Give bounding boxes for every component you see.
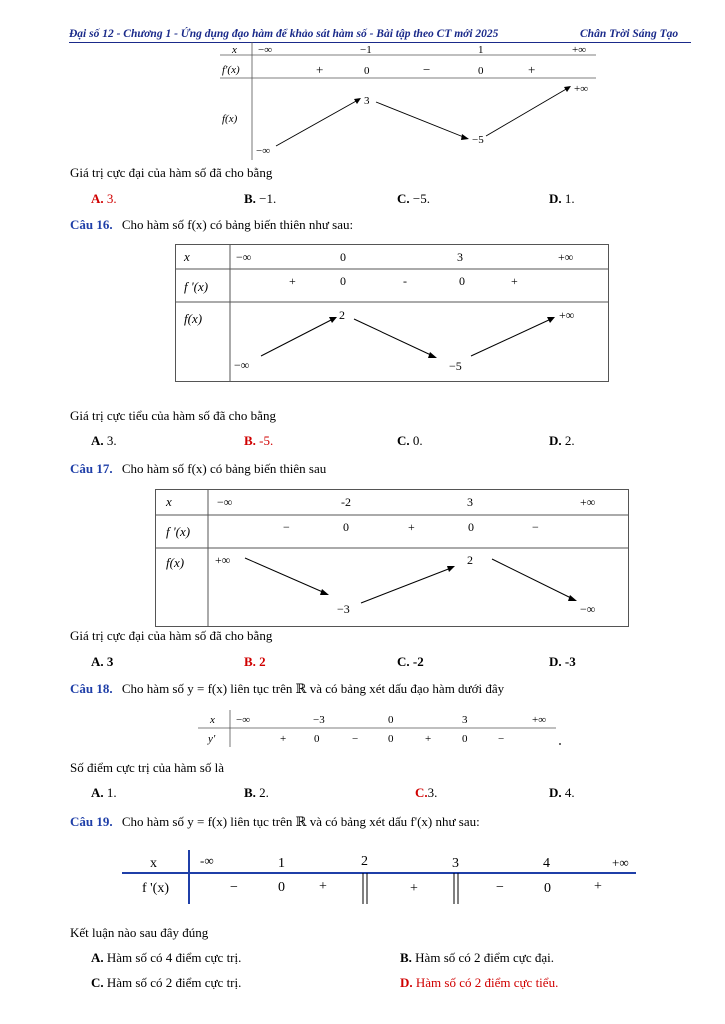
- answer-text: 2.: [564, 433, 575, 448]
- q19-x-val: +∞: [612, 855, 629, 870]
- answer-letter: D.: [549, 654, 562, 669]
- q16-answer-a[interactable]: [91, 433, 117, 449]
- q15-arrow: [276, 100, 358, 146]
- answer-text: Hàm số có 4 điểm cực trị.: [106, 950, 242, 965]
- q15-answer-c[interactable]: [397, 191, 430, 207]
- q19-stem: [70, 814, 480, 830]
- q16-f-val: −∞: [234, 358, 250, 372]
- q17-arrow: [245, 558, 325, 593]
- q17-x-val: -2: [341, 495, 351, 509]
- answer-letter: D.: [549, 191, 562, 206]
- q17-answer-d[interactable]: [549, 654, 576, 670]
- q15-sign: 0: [364, 65, 370, 77]
- q17-sign: 0: [343, 520, 349, 534]
- answer-letter: A.: [91, 433, 104, 448]
- q15-f-label: f(x): [222, 113, 238, 125]
- q19-x-val: 3: [452, 856, 459, 871]
- q19-x-val: 2: [361, 854, 368, 869]
- q16-answer-d[interactable]: [549, 433, 575, 449]
- q18-answer-b[interactable]: [244, 785, 269, 801]
- answer-letter: C.: [397, 433, 410, 448]
- q17-sign: +: [408, 520, 415, 534]
- q19-sign: 0: [544, 881, 551, 896]
- q16-x-label: x: [184, 249, 190, 264]
- question-text: Cho hàm số f(x) có bảng biến thiên như sau:: [121, 217, 354, 232]
- answer-text: Hàm số có 2 điểm cực tiểu.: [415, 975, 559, 990]
- q17-answer-b[interactable]: [244, 654, 266, 670]
- q15-sign: −: [423, 62, 431, 77]
- question-label: Câu 18.: [70, 681, 113, 696]
- answer-letter: C.: [397, 654, 410, 669]
- answer-letter: C.: [415, 785, 428, 800]
- q15-answer-d[interactable]: [549, 191, 575, 207]
- q17-sign: −: [283, 520, 290, 534]
- q16-stem: [70, 217, 353, 233]
- question-text: Cho hàm số f(x) có bảng biến thiên sau: [121, 461, 327, 476]
- q18-y-label: y': [208, 733, 216, 745]
- answer-letter: A.: [91, 191, 104, 206]
- answer-text: 3.: [427, 785, 438, 800]
- q18-answer-c[interactable]: [415, 785, 437, 801]
- answer-letter: B.: [244, 785, 256, 800]
- variation-table-q17: [155, 489, 631, 629]
- q15-x-val: −1: [360, 44, 372, 56]
- q18-x-label: x: [210, 714, 215, 726]
- answer-letter: B.: [244, 433, 256, 448]
- q17-arrow: [361, 568, 451, 603]
- q16-prompt: Giá trị cực tiểu của hàm số đã cho bằng: [70, 408, 276, 423]
- q18-sign: 0: [388, 733, 394, 745]
- q16-arrow: [354, 319, 433, 356]
- answer-letter: C.: [91, 975, 104, 990]
- q16-answer-c[interactable]: [397, 433, 423, 449]
- answer-text: 0.: [412, 433, 423, 448]
- q15-f-val: −∞: [256, 145, 271, 157]
- sign-table-q19: [120, 848, 640, 908]
- q18-sign: +: [425, 733, 432, 745]
- q18-sign: 0: [462, 733, 468, 745]
- q15-f-val: +∞: [574, 83, 589, 95]
- answer-text: −5.: [412, 191, 430, 206]
- q19-sign: +: [594, 879, 602, 894]
- q15-answer-b[interactable]: [244, 191, 276, 207]
- q16-f-val: −5: [449, 359, 462, 373]
- answer-text: 1.: [564, 191, 575, 206]
- q17-x-val: −∞: [217, 495, 233, 509]
- page-header-right: Chân Trời Sáng Tạo: [580, 28, 679, 40]
- q17-x-val: 3: [467, 495, 473, 509]
- q18-x-val: −∞: [236, 714, 251, 726]
- answer-letter: B.: [244, 191, 256, 206]
- answer-text: Hàm số có 2 điểm cực trị.: [106, 975, 242, 990]
- q16-sign: +: [511, 274, 518, 288]
- q19-sign: −: [230, 880, 238, 895]
- q15-answer-a[interactable]: [91, 191, 117, 207]
- q16-arrow: [261, 319, 333, 356]
- q19-sign: +: [319, 879, 327, 894]
- q17-sign: 0: [468, 520, 474, 534]
- q18-answer-d[interactable]: [549, 785, 575, 801]
- question-text: Cho hàm số y = f(x) liên tục trên ℝ và có bảng xét dấu f'(x) như sau:: [121, 814, 480, 829]
- q18-answer-a[interactable]: [91, 785, 117, 801]
- answer-letter: B.: [244, 654, 256, 669]
- q19-prompt: Kết luận nào sau đây đúng: [70, 925, 209, 940]
- q15-f-val: −5: [472, 134, 484, 146]
- q19-answer-c[interactable]: [91, 975, 241, 991]
- answer-letter: A.: [91, 785, 104, 800]
- answer-letter: A.: [91, 950, 104, 965]
- answer-letter: D.: [549, 433, 562, 448]
- q15-x-val: 1: [478, 44, 484, 56]
- q16-sign: 0: [459, 274, 465, 288]
- answer-text: 3.: [106, 191, 117, 206]
- answer-letter: D.: [400, 975, 413, 990]
- answer-text: Hàm số có 2 điểm cực đại.: [415, 950, 554, 965]
- q17-stem: [70, 461, 326, 477]
- q17-f-val: −∞: [580, 602, 596, 616]
- q19-answer-d[interactable]: [400, 975, 558, 991]
- q16-f-val: 2: [339, 308, 345, 322]
- page-header-left: Đại số 12 - Chương 1 - Ứng dụng đạo hàm để khảo sát hàm số - Bài tập theo CT mới 2025: [69, 28, 499, 40]
- answer-text: -2: [412, 654, 424, 669]
- q17-f-val: +∞: [215, 553, 231, 567]
- q19-fp-label: f '(x): [142, 881, 170, 896]
- question-label: Câu 17.: [70, 461, 113, 476]
- q15-f-val: 3: [364, 95, 370, 107]
- q18-x-val: 3: [462, 714, 468, 726]
- q16-fp-label: f '(x): [184, 279, 209, 294]
- q18-prompt: Số điểm cực trị của hàm số là: [70, 760, 224, 775]
- q16-sign: +: [289, 274, 296, 288]
- q19-answer-b[interactable]: [400, 950, 554, 966]
- q18-x-val: 0: [388, 714, 394, 726]
- q19-x-val: 1: [278, 856, 285, 871]
- answer-letter: B.: [400, 950, 412, 965]
- answer-text: 2: [259, 654, 266, 669]
- q17-answer-a[interactable]: [91, 654, 113, 670]
- answer-text: −1.: [259, 191, 277, 206]
- q15-sign: +: [316, 62, 324, 77]
- q19-answer-a[interactable]: [91, 950, 241, 966]
- q19-x-val: 4: [543, 856, 550, 871]
- variation-table-q16: [175, 244, 611, 384]
- q15-x-val: +∞: [572, 44, 587, 56]
- q16-answer-b[interactable]: [244, 433, 273, 449]
- q19-sign: −: [496, 880, 504, 895]
- q18-x-val: −3: [313, 714, 325, 726]
- q15-x-val: −∞: [258, 44, 273, 56]
- q19-x-label: x: [150, 856, 157, 871]
- answer-text: 3.: [106, 433, 117, 448]
- question-text: Cho hàm số y = f(x) liên tục trên ℝ và có bảng xét dấu đạo hàm dưới đây: [121, 681, 505, 696]
- q17-f-label: f(x): [166, 555, 185, 570]
- answer-text: -5.: [259, 433, 274, 448]
- q17-f-val: −3: [337, 602, 350, 616]
- q19-sign: +: [410, 881, 418, 896]
- q15-arrow: [486, 88, 568, 136]
- answer-text: -3: [564, 654, 576, 669]
- question-label: Câu 19.: [70, 814, 113, 829]
- q16-f-label: f(x): [184, 311, 203, 326]
- answer-text: 3: [106, 654, 114, 669]
- q15-fp-label: f'(x): [222, 64, 240, 76]
- q18-sign: 0: [314, 733, 320, 745]
- answer-letter: C.: [397, 191, 410, 206]
- q15-sign: +: [528, 62, 536, 77]
- q16-x-val: −∞: [236, 250, 252, 264]
- q17-x-val: +∞: [580, 495, 596, 509]
- q16-x-val: 0: [340, 250, 346, 264]
- q16-f-val: +∞: [559, 308, 575, 322]
- q16-x-val: 3: [457, 250, 463, 264]
- q15-x-label: x: [232, 44, 237, 56]
- q18-x-val: +∞: [532, 714, 547, 726]
- sign-table-q18: [196, 707, 566, 751]
- q18-sign: +: [280, 733, 287, 745]
- q17-x-label: x: [166, 494, 172, 509]
- q18-sign: −: [498, 733, 505, 745]
- q19-sign: 0: [278, 880, 285, 895]
- q18-stem: [70, 681, 504, 697]
- q16-arrow: [471, 319, 551, 356]
- q17-prompt: Giá trị cực đại của hàm số đã cho bằng: [70, 628, 273, 643]
- answer-letter: A.: [91, 654, 104, 669]
- q18-sign: −: [352, 733, 359, 745]
- q15-prompt: Giá trị cực đại của hàm số đã cho bằng: [70, 165, 273, 180]
- q17-fp-label: f '(x): [166, 524, 191, 539]
- q15-sign: 0: [478, 65, 484, 77]
- q19-x-val: -∞: [200, 853, 214, 868]
- q15-arrow: [376, 102, 466, 138]
- q17-answer-c[interactable]: [397, 654, 424, 670]
- q17-sign: −: [532, 520, 539, 534]
- answer-text: 4.: [564, 785, 575, 800]
- q16-x-val: +∞: [558, 250, 574, 264]
- answer-text: 2.: [259, 785, 269, 800]
- variation-table-q15: [218, 42, 600, 160]
- answer-text: 1.: [106, 785, 117, 800]
- question-label: Câu 16.: [70, 217, 113, 232]
- q17-arrow: [492, 559, 573, 599]
- q17-f-val: 2: [467, 553, 473, 567]
- q16-sign: 0: [340, 274, 346, 288]
- answer-letter: D.: [549, 785, 562, 800]
- q16-sign: -: [403, 274, 407, 288]
